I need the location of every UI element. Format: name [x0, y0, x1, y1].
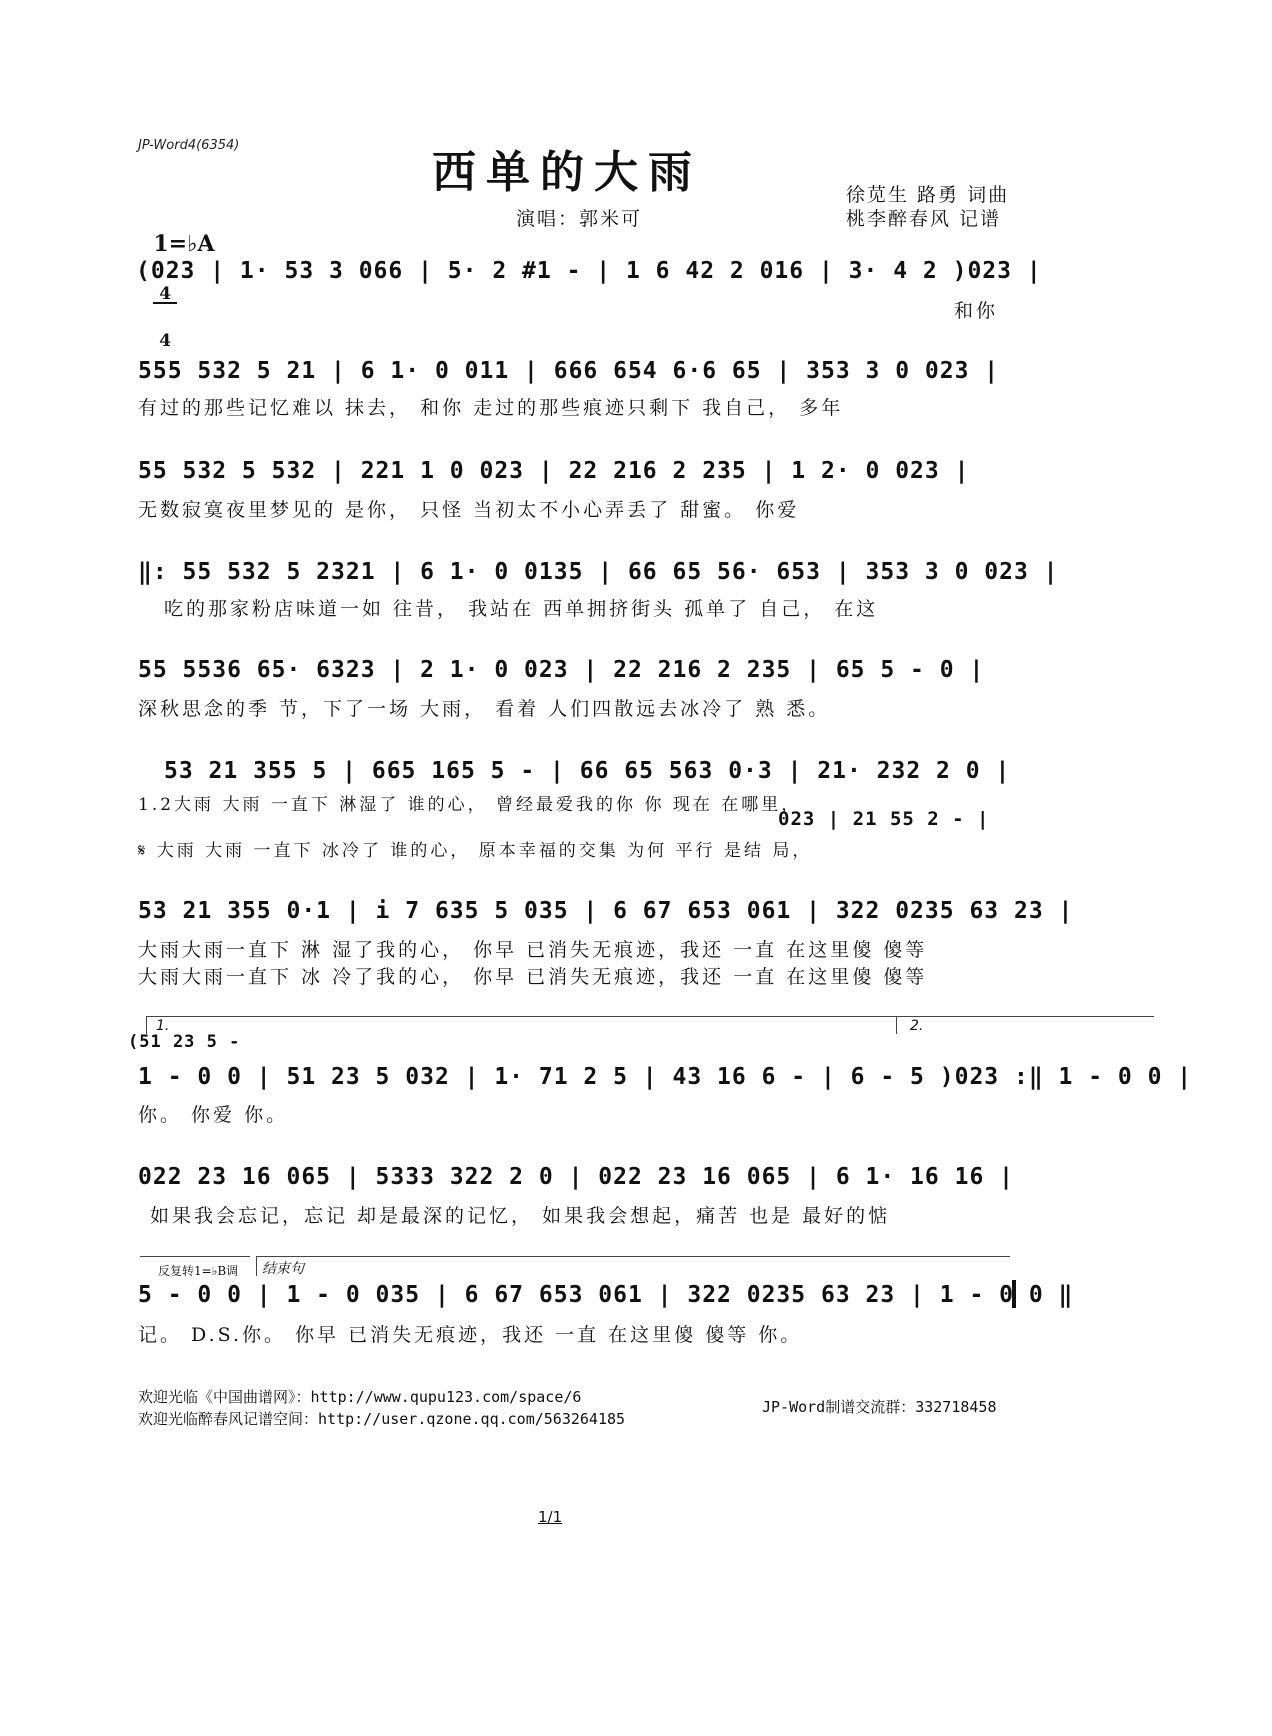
repeat-note-line — [140, 1256, 250, 1257]
staff-4-lyrics: 吃的那家粉店味道一如 往昔， 我站在 西单拥挤街头 孤单了 自己， 在这 — [164, 598, 879, 620]
ending-label: 结束句 — [262, 1261, 304, 1277]
staff-9-music: 022 23 16 065 | 5333 322 2 0 | 022 23 16 065 | 6 1· 16 16 | — [138, 1164, 1014, 1190]
staff-3-lyrics: 无数寂寞夜里梦见的 是你， 只怪 当初太不小心弄丢了 甜蜜。 你爱 — [138, 499, 800, 521]
ending-bracket-tick — [256, 1256, 257, 1276]
staff-4-music: ‖: 55 532 5 2321 | 6 1· 0 0135 | 66 65 56· 653 | 353 3 0 023 | — [138, 559, 1059, 585]
ending-bracket-line — [256, 1256, 1010, 1257]
singer-label: 演唱：郭米可 — [516, 208, 643, 230]
staff-1-music: (023 | 1· 53 3 066 | 5· 2 #1 - | 1 6 42 2 016 | 3· 4 2 )023 | — [136, 258, 1042, 284]
staff-1-lyrics: 和你 — [954, 300, 999, 322]
staff-10-music: 5 - 0 0 | 1 - 0 035 | 6 67 653 061 | 322 0235 63 23 | 1 - 0 0 ‖ — [138, 1282, 1074, 1308]
staff-7-music: 53 21 355 0·1 | i 7 635 5 035 | 6 67 653 061 | 322 0235 63 23 | — [138, 898, 1074, 924]
software-label: JP-Word4(6354) — [138, 138, 240, 153]
staff-5-lyrics: 深秋思念的季 节，下了一场 大雨， 看着 人们四散远去冰冷了 熟 悉。 — [138, 698, 831, 720]
credits-transcriber: 桃李醉春风 记谱 — [846, 208, 1002, 230]
time-numerator: 4 — [153, 287, 177, 304]
final-barline — [1012, 1280, 1016, 1308]
staff-6-alt-music: 023 | 21 55 2 - | — [778, 808, 990, 830]
staff-3-music: 55 532 5 532 | 221 1 0 023 | 22 216 2 235 | 1 2· 0 023 | — [138, 458, 970, 484]
staff-6-music: 53 21 355 5 | 665 165 5 - | 66 65 563 0·3 | 21· 232 2 0 | — [164, 758, 1011, 784]
staff-5-music: 55 5536 65· 6323 | 2 1· 0 023 | 22 216 2 235 | 65 5 - 0 | — [138, 657, 985, 683]
staff-8-lyrics: 你。 你爱 你。 — [138, 1104, 289, 1126]
footer-link-1[interactable]: 欢迎光临《中国曲谱网》：http://www.qupu123.com/space/6 — [138, 1388, 582, 1406]
song-title: 西单的大雨 — [432, 147, 702, 198]
staff-2-music: 555 532 5 21 | 6 1· 0 011 | 666 654 6·6 65 | 353 3 0 023 | — [138, 358, 1000, 384]
staff-2-lyrics: 有过的那些记忆难以 抹去， 和你 走过的那些痕迹只剩下 我自己， 多年 — [138, 397, 844, 419]
page-number: 1/1 — [538, 1508, 563, 1526]
staff-9-lyrics: 如果我会忘记，忘记 却是最深的记忆， 如果我会想起，痛苦 也是 最好的惦 — [150, 1205, 891, 1227]
volta-bracket-line — [146, 1016, 1154, 1017]
staff-7-lyrics-1: 大雨大雨一直下 淋 湿了我的心， 你早 已消失无痕迹，我还 一直 在这里傻 傻等 — [138, 939, 928, 961]
staff-8-upper-music: (51 23 5 - — [128, 1032, 241, 1052]
staff-7-lyrics-2: 大雨大雨一直下 冰 冷了我的心， 你早 已消失无痕迹，我还 一直 在这里傻 傻等 — [138, 966, 928, 988]
footer-group: JP-Word制谱交流群：332718458 — [762, 1398, 997, 1416]
staff-6-lyrics-1: 1.2大雨 大雨 一直下 淋湿了 谁的心， 曾经最爱我的你 你 现在 在哪里， — [138, 795, 802, 815]
staff-8-music: 1 - 0 0 | 51 23 5 032 | 1· 71 2 5 | 43 16 6 - | 6 - 5 )023 :‖ 1 - 0 0 | — [138, 1064, 1193, 1090]
time-denominator: 4 — [159, 331, 172, 351]
credits-composer: 徐苋生 路勇 词曲 — [846, 184, 1010, 206]
footer-link-2[interactable]: 欢迎光临醉春风记谱空间：http://user.qzone.qq.com/563264185 — [138, 1410, 626, 1428]
volta-2-label: 2. — [910, 1018, 924, 1034]
repeat-note: 反复转1=♭B调 — [158, 1264, 239, 1278]
key-text: 1=♭A — [153, 231, 215, 257]
volta-2-tick — [896, 1016, 897, 1034]
volta-1-label: 1. — [156, 1018, 170, 1034]
staff-6-lyrics-2: 𝄋 大雨 大雨 一直下 冰冷了 谁的心， 原本幸福的交集 为何 平行 是结 局， — [138, 841, 813, 861]
key-signature — [138, 205, 215, 379]
staff-10-lyrics: 记。 D.S.你。 你早 已消失无痕迹，我还 一直 在这里傻 傻等 你。 — [138, 1324, 803, 1346]
